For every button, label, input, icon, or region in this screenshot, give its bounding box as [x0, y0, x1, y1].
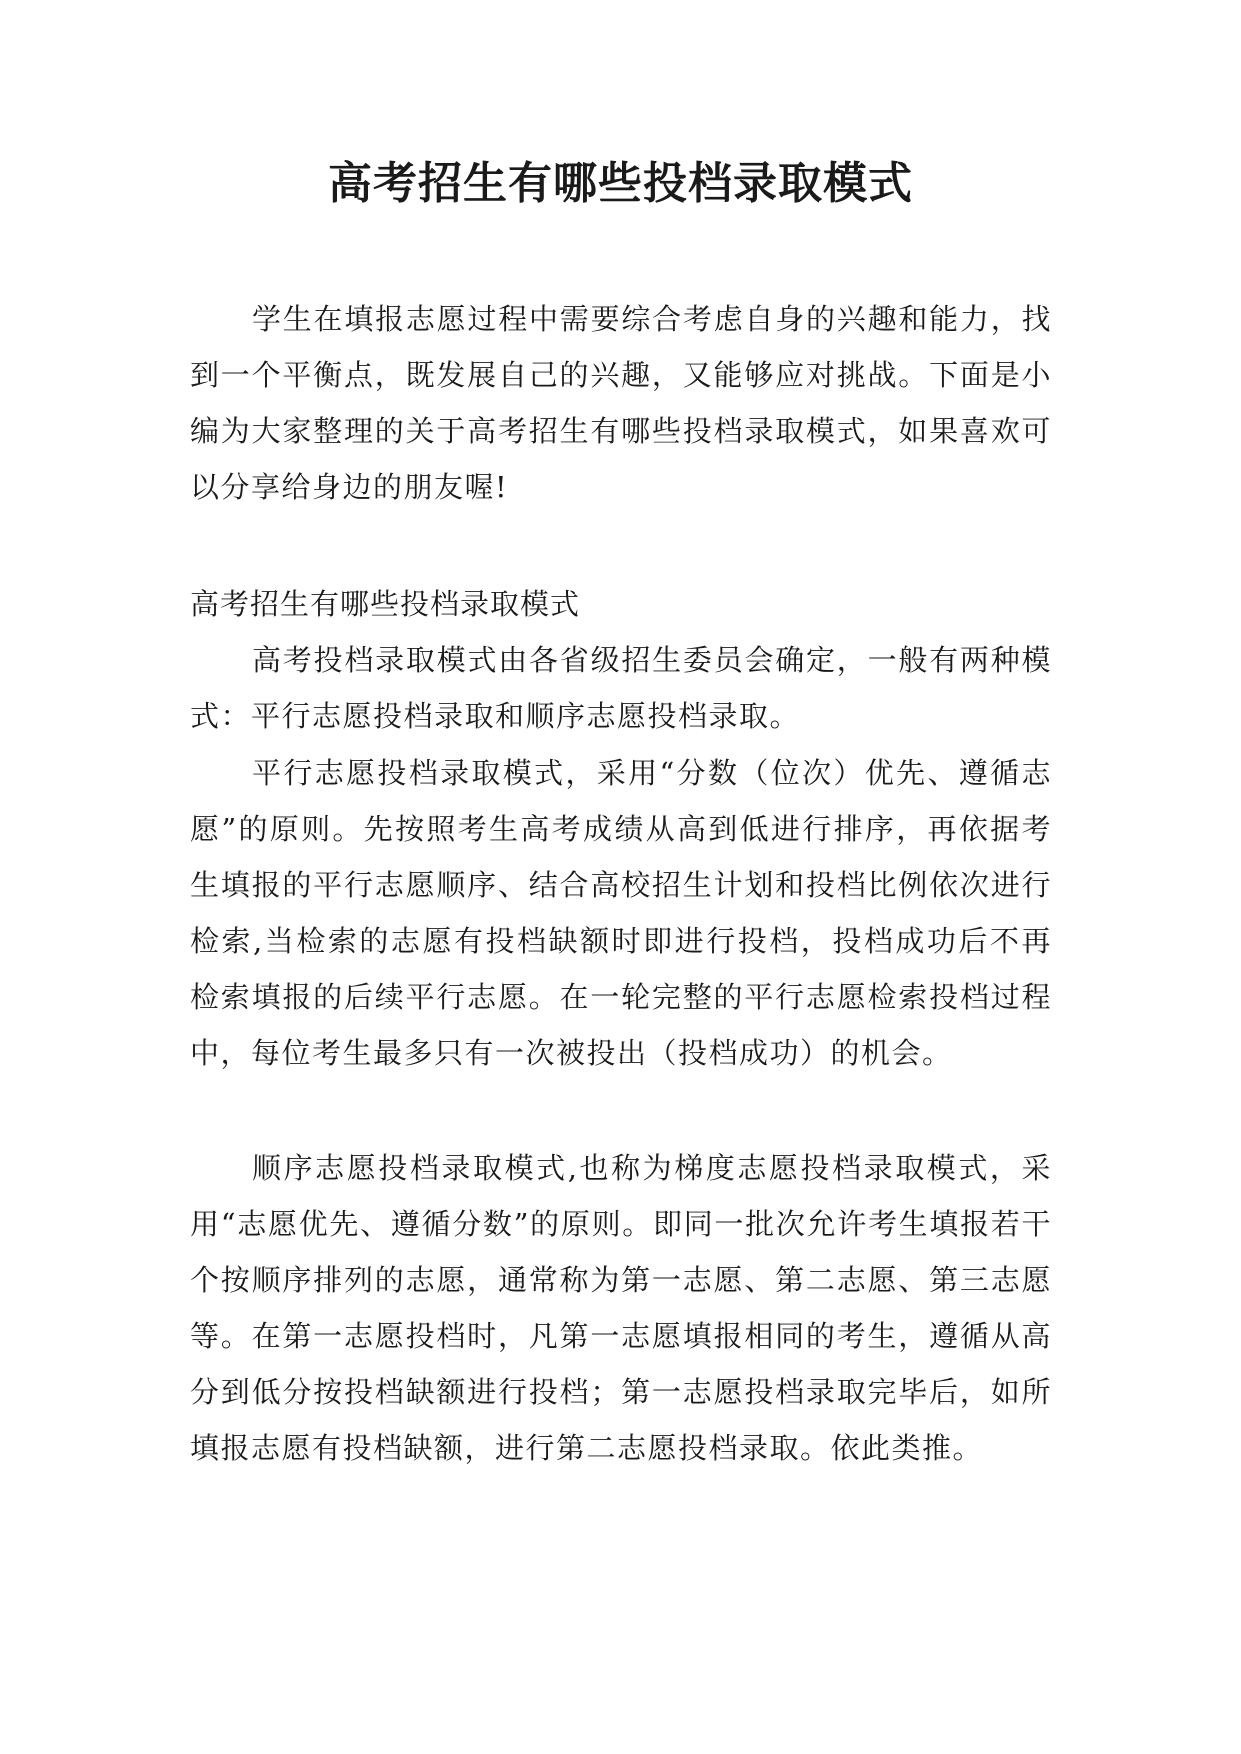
paragraph-sequential-mode: 顺序志愿投档录取模式,也称为梯度志愿投档录取模式，采用“志愿优先、遵循分数”的原则。即同一批次允许考生填报若干个按顺序排列的志愿，通常称为第一志愿、第二志愿、第三志愿等。在第一志愿投档时，凡第一志愿填报相同的考生，遵循从高分到低分按投档缺额进行投档；第一志愿投档录取完毕后，如所填报志愿有投档缺额，进行第二志愿投档录取。依此类推。: [190, 1151, 1052, 1465]
paragraph-parallel-mode: 平行志愿投档录取模式，采用“分数（位次）优先、遵循志愿”的原则。先按照考生高考成绩从高到低进行排序，再依据考生填报的平行志愿顺序、结合高校招生计划和投档比例依次进行检索,当检索的志愿有投档缺额时即进行投档，投档成功后不再检索填报的后续平行志愿。在一轮完整的平行志愿检索投档过程中，每位考生最多只有一次被投出（投档成功）的机会。: [190, 756, 1052, 1070]
intro-paragraph: 学生在填报志愿过程中需要综合考虑自身的兴趣和能力，找到一个平衡点，既发展自己的兴趣，又能够应对挑战。下面是小编为大家整理的关于高考招生有哪些投档录取模式，如果喜欢可以分享给身边的朋友喔!: [190, 302, 1052, 504]
section-heading: 高考招生有哪些投档录取模式: [190, 587, 581, 621]
paragraph-modes-overview: 高考投档录取模式由各省级招生委员会确定，一般有两种模式：平行志愿投档录取和顺序志愿投档录取。: [190, 643, 1052, 733]
page-title: 高考招生有哪些投档录取模式: [328, 158, 913, 209]
